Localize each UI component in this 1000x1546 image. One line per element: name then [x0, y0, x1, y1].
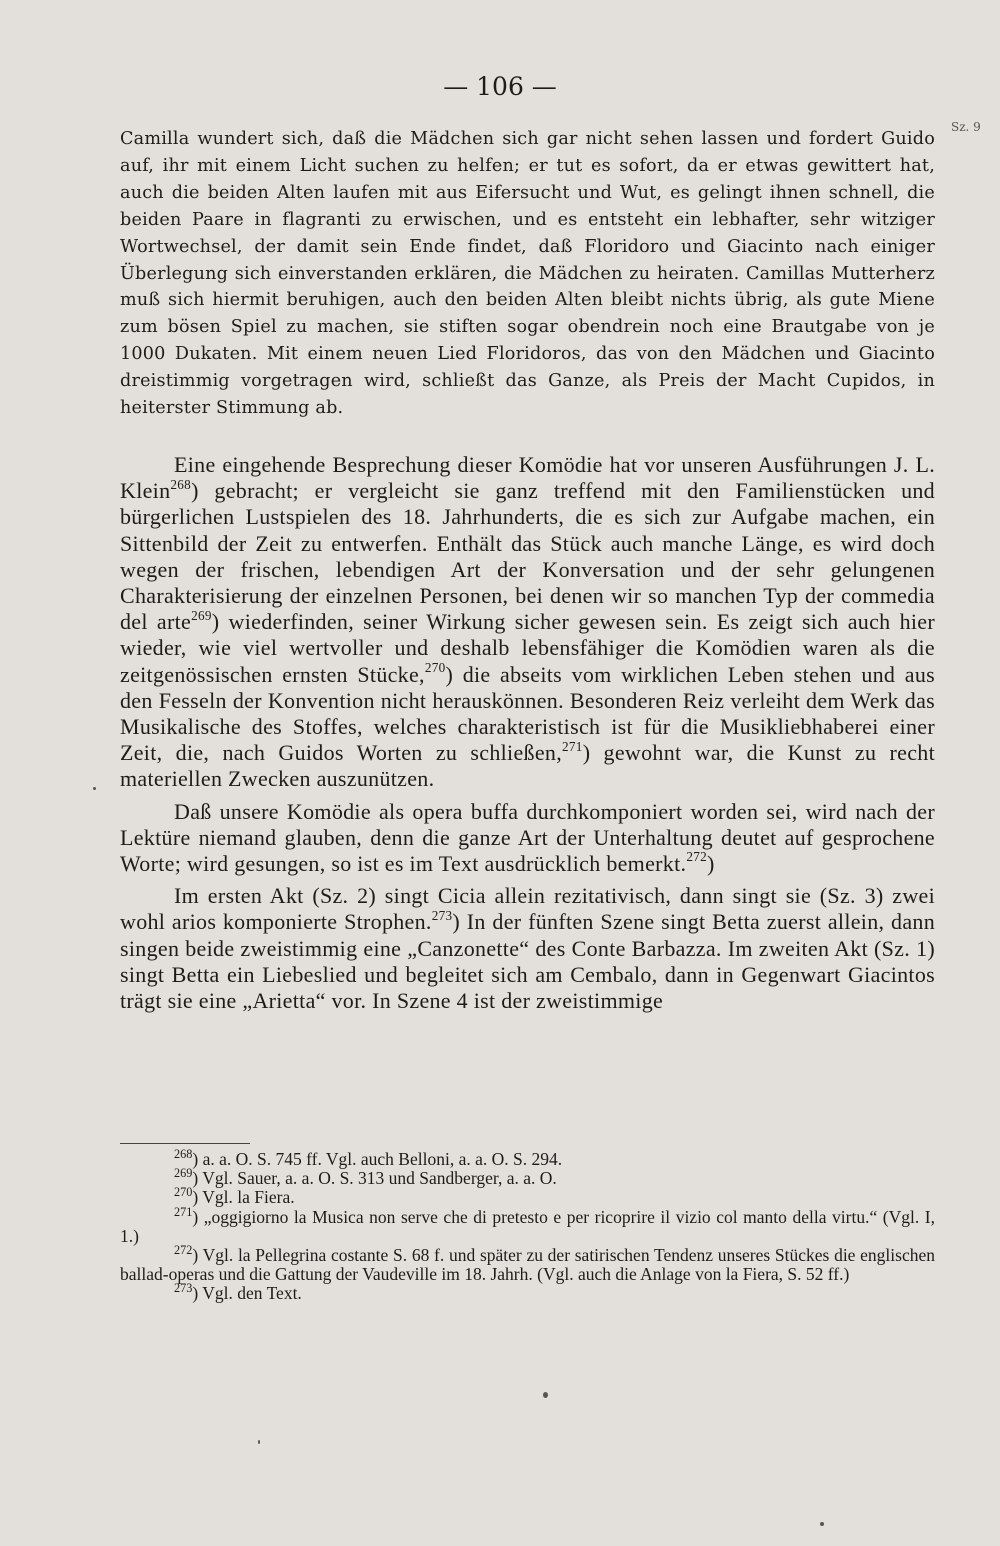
footnote-text: ) Vgl. la Pellegrina costante S. 68 f. und später zu der satirischen Tendenz unseres Stückes die englischen ballad-operas und die Gattung der Vaudeville im 18. Jahrh. (Vgl. auch die Anlage von la Fiera, S. 52 ff.) — [120, 1245, 935, 1285]
paragraph-2 — [120, 799, 935, 878]
paragraph-1 — [120, 452, 935, 793]
p3-text-a: Im ersten Akt (Sz. 2) singt Cicia allein rezitativisch, dann singt sie (Sz. 3) zwei wohl arios komponierte Strophen. — [120, 883, 935, 935]
p1-text-c: ) wiederfinden, seiner Wirkung sicher gewesen sein. Es zeigt sich auch hier wieder, wie viel wertvoller und deshalb lebensfähiger die Komödien waren als die zeitgenössischen ernsten Stücke, — [120, 609, 935, 687]
footnote-text: ) Vgl. den Text. — [192, 1283, 302, 1304]
footnote-ref-273: 273 — [431, 907, 453, 923]
footnote-ref-272: 272 — [686, 849, 707, 865]
body-text — [120, 452, 935, 1014]
fraktur-text: Camilla wundert sich, daß die Mädchen sich gar nicht sehen lassen und fordert Guido auf, ihr mit einem Licht suchen zu helfen; er tut es sofort, da er etwas gewittert hat, auch die beiden Alten laufen mit aus Eifersucht und Wut, es gelingt ihnen schnell, die beiden Paare in flagranti zu erwischen, und es entsteht ein lebhafter, sehr witziger Wortwechsel, der damit sein Ende findet, daß Floridoro und Giacinto nach einiger Überlegung sich einverstanden erklären, die Mädchen zu heiraten. Camillas Mutterherz muß sich hiermit beruhigen, auch den beiden Alten bleibt nichts übrig, als gute Miene zum bösen Spiel zu machen, sie stiften sogar obendrein noch eine Brautgabe von je 1000 Dukaten. Mit einem neuen Lied Floridoros, das von den Mädchen und Giacinto dreistimmig vorgetragen wird, schließt das Ganze, als Preis der Macht Cupidos, in heiterster Stimmung ab. — [120, 129, 935, 419]
margin-note: Sz. 9 — [951, 120, 981, 134]
fraktur-paragraph — [120, 126, 935, 422]
footnote — [120, 1147, 935, 1169]
footnote-ref-270: 270 — [424, 659, 446, 675]
footnote-text: ) „oggigiorno la Musica non serve che di pretesto e per ricoprire il vizio col manto della virtu.“ (Vgl. I, 1.) — [120, 1206, 935, 1246]
p1-text-b: ) gebracht; er vergleicht sie ganz treffend mit den Familienstücken und bürgerlichen Lustspielen des 18. Jahrhunderts, die es sich zur Aufgabe machen, ein Sittenbild der Zeit zu entwerfen. Enthält das Stück auch manche Länge, es wird doch wegen der frischen, lebendigen Art der Konversation und der sehr gelungenen Charakterisierung der einzelnen Personen, bei denen wir so manchen Typ der commedia del arte — [120, 478, 935, 635]
footnote — [120, 1185, 935, 1208]
footnote-text: ) a. a. O. S. 745 ff. Vgl. auch Belloni, a. a. O. S. 294. — [192, 1149, 563, 1169]
footnote — [120, 1243, 935, 1285]
footnote — [120, 1166, 935, 1189]
p1-text-d: ) die abseits vom wirklichen Leben stehen und aus den Fesseln der Konvention nicht herauskönnen. Besonderen Reiz verleiht dem Werk das Musikalische des Stoffes, welches charakteristisch ist für die Musikliebhaberei einer Zeit, die, nach Guidos Worten zu schließen, — [120, 661, 935, 766]
footnote — [120, 1204, 935, 1246]
footnote-number: 268 — [174, 1147, 193, 1162]
paper-speck — [93, 787, 96, 790]
footnote-number: 272 — [174, 1243, 193, 1258]
footnote-text: ) Vgl. la Fiera. — [192, 1187, 295, 1208]
footnote-number: 271 — [174, 1204, 193, 1219]
footnote-text: ) Vgl. Sauer, a. a. O. S. 313 und Sandberger, a. a. O. — [192, 1168, 557, 1189]
p1-text-a: Eine eingehende Besprechung dieser Komödie hat vor unseren Ausführungen J. L. Klein — [120, 452, 935, 504]
p3-text-b: ) In der fünften Szene singt Betta zuerst allein, dann singen beide zweistimmig eine „Canzonette“ des Conte Barbazza. Im zweiten Akt (Sz. 1) singt Betta ein Liebeslied und begleitet sich am Cembalo, dann in Gegenwart Giacintos trägt sie eine „Arietta“ vor. In Szene 4 ist der zweistimmige — [120, 909, 935, 1014]
footnotes — [120, 1147, 935, 1304]
footnote-divider — [120, 1143, 250, 1144]
footnote-number: 270 — [174, 1185, 193, 1200]
paper-speck — [820, 1522, 824, 1526]
footnote-ref-269: 269 — [191, 607, 212, 623]
p1-text-e: ) gewohnt war, die Kunst zu recht materiellen Zwecken auszunützen. — [120, 740, 935, 792]
paper-speck — [258, 1440, 260, 1444]
footnote — [120, 1281, 935, 1304]
footnote-ref-271: 271 — [562, 738, 583, 754]
footnote-number: 269 — [174, 1166, 193, 1181]
footnote-number: 273 — [174, 1281, 193, 1296]
paper-speck — [543, 1392, 548, 1398]
paragraph-3 — [120, 883, 935, 1014]
p2-text-a: Daß unsere Komödie als opera buffa durchkomponiert worden sei, wird nach der Lektüre niemand glauben, denn die ganze Art der Unterhaltung deutet auf gesprochene Worte; wird gesungen, so ist es im Text ausdrücklich bemerkt. — [120, 798, 935, 877]
p2-text-b: ) — [707, 851, 715, 877]
footnote-ref-268: 268 — [170, 476, 192, 492]
page-number: — 106 — — [443, 72, 557, 101]
